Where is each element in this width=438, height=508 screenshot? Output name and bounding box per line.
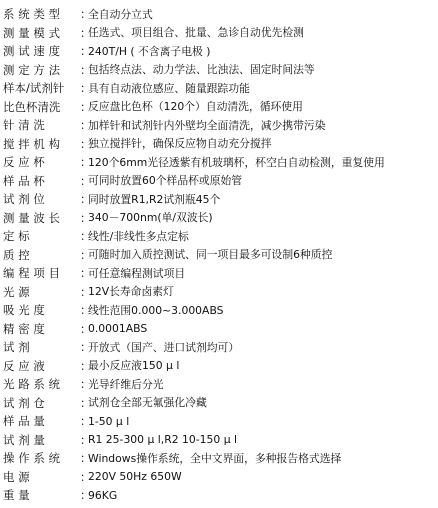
spec-label: 试 剂 位 <box>3 192 45 207</box>
spec-label: 测 量 波 长 <box>3 210 61 225</box>
spec-value: 线性/非线性多点定标 <box>88 229 189 243</box>
spec-row-method <box>0 61 438 80</box>
spec-label: 测 定 方 法 <box>3 62 61 77</box>
spec-row-probe-wash <box>0 116 438 135</box>
spec-value: 120个6mm光径透紫有机玻璃杯，杯空白自动检测，重复使用 <box>88 155 385 169</box>
spec-label: 编 程 项 目 <box>3 266 61 281</box>
spec-colon: ： <box>80 321 92 336</box>
spec-row-optical-system <box>0 375 438 394</box>
spec-row-absorbance <box>0 301 438 320</box>
spec-row-reaction-cuvette <box>0 153 438 172</box>
spec-row-programming <box>0 264 438 283</box>
spec-value: 任选式、项目组合、批量、急诊自动优先检测 <box>88 26 304 40</box>
spec-label: 试 剂 量 <box>3 432 45 447</box>
spec-value: 包括终点法、动力学法、比浊法、固定时间法等 <box>88 63 315 77</box>
spec-label: 重 量 <box>3 488 30 503</box>
spec-value: 最小反应液150 μ l <box>88 359 180 373</box>
spec-row-reagent-storage <box>0 394 438 413</box>
spec-colon: ： <box>80 192 92 207</box>
spec-label: 反 应 杯 <box>3 155 45 170</box>
spec-colon: ： <box>80 81 92 96</box>
spec-value: 220V 50Hz 650W <box>88 470 182 484</box>
spec-label: 光 源 <box>3 284 30 299</box>
spec-colon: ： <box>80 284 92 299</box>
spec-value: 独立搅拌针，确保反应物自动充分搅拌 <box>88 137 272 151</box>
spec-label: 吸 光 度 <box>3 303 45 318</box>
spec-row-sample-cup <box>0 172 438 191</box>
spec-colon: ： <box>80 7 92 22</box>
spec-label: 搅 拌 机 构 <box>3 136 61 151</box>
spec-value: 线性范围0.000~3.000ABS <box>88 303 224 317</box>
spec-label: 精 密 度 <box>3 321 45 336</box>
spec-row-system-type <box>0 5 438 24</box>
spec-label: 测 试 速 度 <box>3 44 61 59</box>
spec-label: 样本/试剂针 <box>3 81 65 96</box>
spec-colon: ： <box>80 340 92 355</box>
spec-colon: ： <box>80 358 92 373</box>
spec-colon: ： <box>80 99 92 114</box>
spec-colon: ： <box>80 229 92 244</box>
spec-value: R1 25-300 μ l,R2 10-150 μ l <box>88 433 237 447</box>
spec-row-sample-probe <box>0 79 438 98</box>
spec-label: 针 清 洗 <box>3 118 45 133</box>
spec-row-wavelength <box>0 209 438 228</box>
spec-colon: ： <box>80 303 92 318</box>
spec-label: 试 剂 仓 <box>3 395 45 410</box>
spec-label: 样 品 杯 <box>3 173 45 188</box>
spec-colon: ： <box>80 210 92 225</box>
spec-value: 同时放置R1,R2试剂瓶45个 <box>88 192 221 206</box>
spec-value: 96KG <box>88 488 118 502</box>
spec-value: 开放式（国产、进口试剂均可） <box>88 340 240 354</box>
spec-value: 0.0001ABS <box>88 322 148 336</box>
spec-colon: ： <box>80 155 92 170</box>
spec-colon: ： <box>80 25 92 40</box>
spec-label: 试 剂 <box>3 340 30 355</box>
spec-label: 定 标 <box>3 229 30 244</box>
spec-value: 具有自动液位感应、随量跟踪功能 <box>88 81 250 95</box>
spec-label: 反 应 液 <box>3 358 45 373</box>
spec-row-test-speed <box>0 42 438 61</box>
spec-label: 电 源 <box>3 469 30 484</box>
spec-value: 340－700nm(单/双波长) <box>88 211 213 225</box>
spec-value: 可同时放置60个样品杯或原始管 <box>88 174 243 188</box>
spec-row-precision <box>0 320 438 339</box>
spec-row-operating-system <box>0 449 438 468</box>
spec-colon: ： <box>80 451 92 466</box>
spec-colon: ： <box>80 377 92 392</box>
spec-colon: ： <box>80 173 92 188</box>
spec-value: 光导纤维后分光 <box>88 377 164 391</box>
spec-row-light-source <box>0 283 438 302</box>
spec-colon: ： <box>80 44 92 59</box>
spec-label: 光 路 系 统 <box>3 377 61 392</box>
spec-colon: ： <box>80 247 92 262</box>
spec-value: 可任意编程测试项目 <box>88 266 186 280</box>
spec-row-power <box>0 468 438 487</box>
spec-value: 可随时加入质控测试、同一项目最多可设制6种质控 <box>88 248 333 262</box>
spec-label: 比色杯清洗 <box>3 99 61 114</box>
spec-value: 反应盘比色杯（120个）自动清洗，循环使用 <box>88 100 303 114</box>
spec-row-reagent-position <box>0 190 438 209</box>
spec-value: 240T/H ( 不含离子电极 ) <box>88 44 211 58</box>
spec-label: 样 品 量 <box>3 414 45 429</box>
spec-row-calibration <box>0 227 438 246</box>
spec-row-sample-volume <box>0 412 438 431</box>
spec-colon: ： <box>80 432 92 447</box>
spec-row-reaction-volume <box>0 357 438 376</box>
spec-row-measure-mode <box>0 24 438 43</box>
spec-colon: ： <box>80 62 92 77</box>
spec-colon: ： <box>80 266 92 281</box>
spec-row-stirrer <box>0 135 438 154</box>
spec-value: 加样针和试剂针内外壁均全面清洗，减少携带污染 <box>88 118 326 132</box>
spec-row-cuvette-wash <box>0 98 438 117</box>
spec-row-reagent-volume <box>0 431 438 450</box>
spec-value: 12V长寿命卤素灯 <box>88 285 174 299</box>
spec-colon: ： <box>80 469 92 484</box>
spec-label: 系 统 类 型 <box>3 7 61 22</box>
spec-label: 操 作 系 统 <box>3 451 61 466</box>
spec-colon: ： <box>80 136 92 151</box>
spec-label: 质 控 <box>3 247 30 262</box>
spec-colon: ： <box>80 488 92 503</box>
spec-value: 全自动分立式 <box>88 7 153 21</box>
spec-row-reagent <box>0 338 438 357</box>
spec-value: 试剂仓全部无氟强化冷藏 <box>88 396 207 410</box>
spec-colon: ： <box>80 395 92 410</box>
spec-label: 测 量 模 式 <box>3 25 61 40</box>
spec-value: Windows操作系统，全中文界面，多种报告格式选择 <box>88 451 342 465</box>
spec-row-quality-control <box>0 246 438 265</box>
spec-colon: ： <box>80 414 92 429</box>
spec-value: 1-50 μ l <box>88 414 130 428</box>
spec-row-weight <box>0 486 438 505</box>
spec-colon: ： <box>80 118 92 133</box>
